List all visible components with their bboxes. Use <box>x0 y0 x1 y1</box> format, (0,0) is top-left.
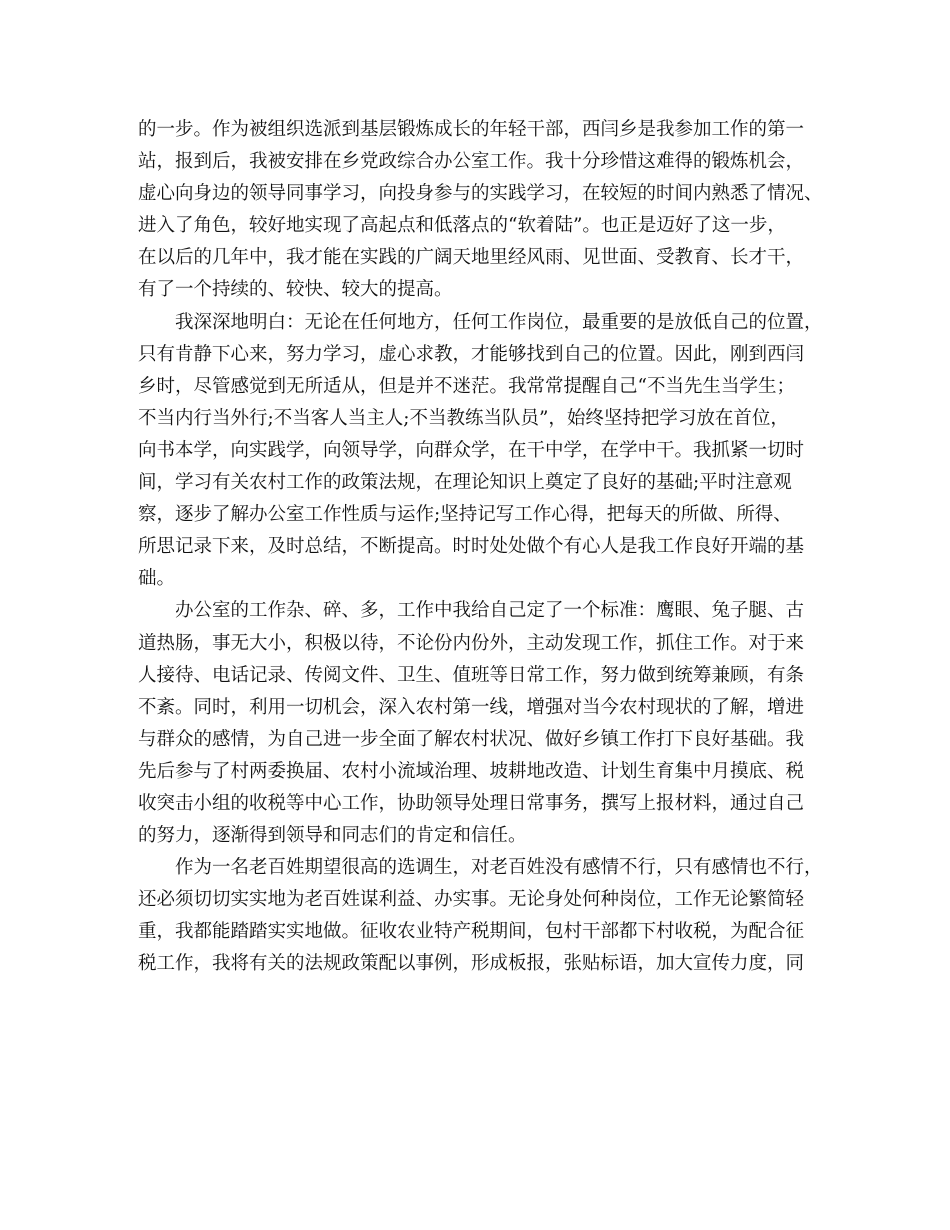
text-line: 的一步。作为被组织选派到基层锻炼成长的年轻干部，西闫乡是我参加工作的第一 <box>138 119 805 140</box>
text-line: 税工作，我将有关的法规政策配以事例，形成板报，张贴标语，加大宣传力度，同 <box>138 953 805 975</box>
text-line: 进入了角色，较好地实现了高起点和低落点的“软着陆”。也正是迈好了这一步， <box>138 215 786 237</box>
text-line: 与群众的感情，为自己进一步全面了解农村状况、做好乡镇工作打下良好基础。我 <box>138 728 805 750</box>
text-line: 所思记录下来，及时总结，不断提高。时时处处做个有心人是我工作良好开端的基 <box>138 536 805 558</box>
text-line: 办公室的工作杂、碎、多，工作中我给自己定了一个标准：鹰眼、兔子腿、古 <box>175 600 805 622</box>
document-body <box>138 114 828 981</box>
text-line: 的努力，逐渐得到领导和同志们的肯定和信任。 <box>138 825 527 847</box>
text-line: 不当内行当外行;不当客人当主人;不当教练当队员”，始终坚持把学习放在首位， <box>138 407 789 429</box>
text-line: 向书本学，向实践学，向领导学，向群众学，在干中学，在学中干。我抓紧一切时 <box>138 439 805 461</box>
text-line: 间，学习有关农村工作的政策法规，在理论知识上奠定了良好的基础;平时注意观 <box>138 472 792 494</box>
text-line: 不紊。同时，利用一切机会，深入农村第一线，增强对当今农村现状的了解，增进 <box>138 696 805 718</box>
text-line: 道热肠，事无大小，积极以待，不论份内份外，主动发现工作，抓住工作。对于来 <box>138 632 805 654</box>
text-line: 乡时，尽管感觉到无所适从，但是并不迷茫。我常常提醒自己“不当先生当学生； <box>138 375 795 397</box>
text-line: 重，我都能踏踏实实地做。征收农业特产税期间，包村干部都下村收税，为配合征 <box>138 921 805 943</box>
text-line: 收突击小组的收税等中心工作，协助领导处理日常事务，撰写上报材料，通过自己 <box>138 792 805 814</box>
text-line: 我深深地明白：无论在任何地方，任何工作岗位，最重要的是放低自己的位置， <box>175 311 823 333</box>
text-line: 只有肯静下心来，努力学习，虚心求教，才能够找到自己的位置。因此，刚到西闫 <box>138 343 805 365</box>
text-line: 先后参与了村两委换届、农村小流域治理、坡耕地改造、计划生育集中月摸底、税 <box>138 760 805 782</box>
text-line: 作为一名老百姓期望很高的选调生，对老百姓没有感情不行，只有感情也不行， <box>175 857 823 879</box>
text-line: 察，逐步了解办公室工作性质与运作;坚持记写工作心得，把每天的所做、所得、 <box>138 504 792 526</box>
text-line: 站，报到后，我被安排在乡党政综合办公室工作。我十分珍惜这难得的锻炼机会， <box>138 151 805 173</box>
text-line: 还必须切切实实地为老百姓谋利益、办实事。无论身处何种岗位，工作无论繁简轻 <box>138 889 805 911</box>
text-line: 在以后的几年中，我才能在实践的广阔天地里经风雨、见世面、受教育、长才干， <box>138 247 805 269</box>
text-line: 础。 <box>138 568 176 590</box>
text-line: 人接待、电话记录、传阅文件、卫生、值班等日常工作，努力做到统筹兼顾，有条 <box>138 664 805 686</box>
text-line: 有了一个持续的、较快、较大的提高。 <box>138 279 453 301</box>
text-line: 虚心向身边的领导同事学习，向投身参与的实践学习，在较短的时间内熟悉了情况、 <box>138 183 823 205</box>
